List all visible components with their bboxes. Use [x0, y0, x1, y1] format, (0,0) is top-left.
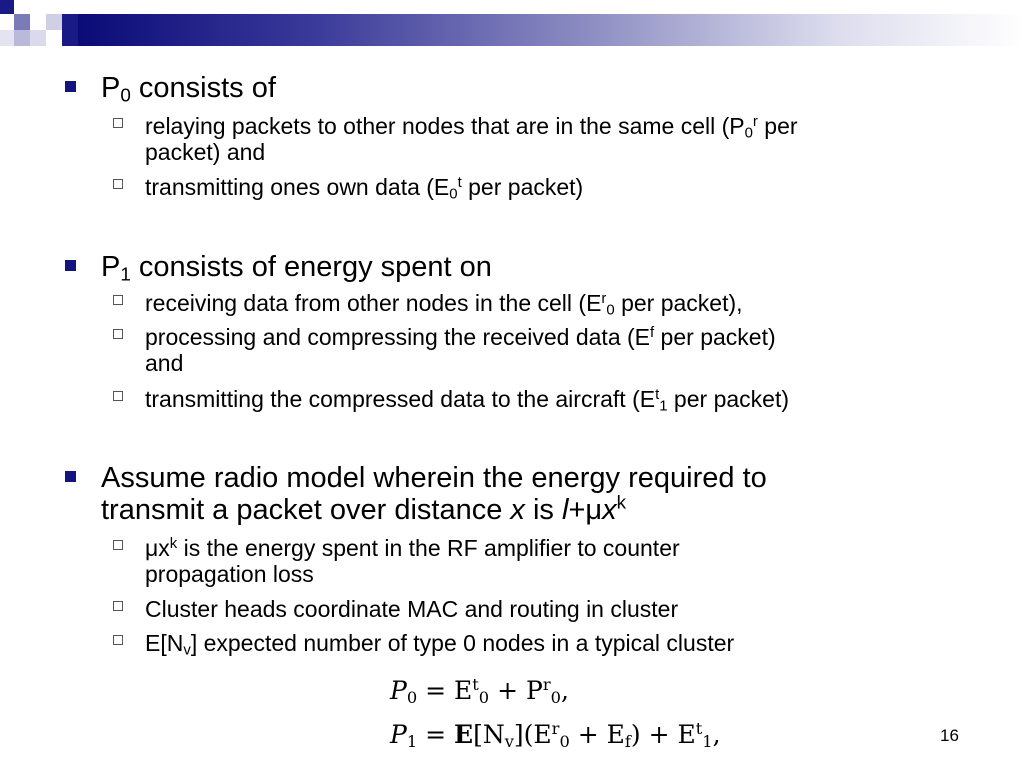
sub-bullet-text: is the energy spent in the RF amplifier to counter: [177, 535, 680, 561]
bullet-text: P: [101, 251, 121, 283]
math-expectation: E: [454, 720, 474, 749]
math-text: =: [417, 720, 455, 749]
subscript: v: [504, 732, 514, 752]
equation-p1: [390, 720, 721, 750]
superscript: k: [616, 491, 627, 513]
math-text: [N: [473, 720, 505, 749]
sub-bullet-text: Cluster heads coordinate MAC and routing in cluster: [145, 596, 679, 622]
bullet-text: P: [101, 72, 121, 104]
sub-bullet-text: per: [757, 113, 798, 139]
bullet-p0: [101, 72, 276, 104]
sub-bullet-text: per packet): [461, 174, 584, 200]
subscript: 0: [120, 84, 131, 106]
sub-bullet-text: receiving data from other nodes in the cell (E: [145, 290, 602, 316]
bullet-p1: [101, 251, 492, 283]
math-variable: P: [390, 720, 407, 749]
math-variable: P: [390, 676, 407, 705]
bullet-text: Assume radio model wherein the energy required to: [101, 462, 767, 494]
math-text: ,: [560, 676, 569, 705]
bullet-radio-model: [101, 462, 767, 526]
sub-bullet-text: E[N: [145, 630, 184, 656]
superscript: r: [752, 112, 758, 130]
superscript: k: [169, 534, 178, 552]
sub-bullet: [145, 289, 743, 319]
sub-bullet-text: and: [145, 350, 184, 376]
math-text: + P: [489, 676, 543, 705]
math-text: + E: [569, 720, 625, 749]
bullet-text: consists of: [130, 72, 276, 104]
hollow-square-bullet-icon: [113, 179, 123, 189]
sub-bullet-text: processing and compressing the received data (E: [145, 324, 651, 350]
sub-bullet-text: per packet): [667, 386, 789, 412]
sub-bullet: [145, 596, 678, 622]
hollow-square-bullet-icon: [113, 329, 123, 339]
bullet-text: consists of energy spent on: [130, 251, 492, 283]
math-text: = E: [417, 676, 473, 705]
subscript: 1: [659, 397, 668, 415]
sub-bullet: [145, 535, 680, 587]
hollow-square-bullet-icon: [113, 601, 123, 611]
square-bullet-icon: [65, 471, 76, 482]
math-variable: l: [561, 494, 569, 526]
sub-bullet-text: per packet): [654, 324, 776, 350]
bullet-text: transmit a packet over distance: [101, 494, 511, 526]
subscript: 0: [744, 124, 753, 142]
hollow-square-bullet-icon: [113, 540, 123, 550]
subscript: f: [624, 732, 631, 752]
subscript: 0: [478, 688, 490, 708]
hollow-square-bullet-icon: [113, 635, 123, 645]
sub-bullet: [145, 630, 735, 659]
superscript: t: [472, 675, 479, 695]
hollow-square-bullet-icon: [113, 118, 123, 128]
superscript: r: [551, 719, 560, 739]
sub-bullet-text: transmitting the compressed data to the aircraft (E: [145, 386, 656, 412]
subscript: 0: [606, 301, 615, 319]
sub-bullet-text: per packet),: [614, 290, 743, 316]
superscript: r: [601, 289, 607, 307]
sub-bullet-text: propagation loss: [145, 561, 314, 587]
sub-bullet: [145, 173, 584, 203]
math-variable: x: [602, 494, 617, 526]
equation-p0: [390, 676, 569, 706]
math-text: ](E: [513, 720, 552, 749]
superscript: t: [655, 385, 660, 403]
sub-bullet: [145, 385, 789, 415]
page-number: 16: [940, 726, 959, 745]
sub-bullet-text: ] expected number of type 0 nodes in a typical cluster: [190, 630, 735, 656]
subscript: 0: [406, 688, 418, 708]
hollow-square-bullet-icon: [113, 295, 123, 305]
sub-bullet-text: μx: [145, 535, 170, 561]
subscript: 0: [449, 185, 458, 203]
math-text: ) + E: [630, 720, 696, 749]
superscript: f: [650, 323, 655, 341]
bullet-text: +μ: [568, 494, 603, 526]
bullet-text: is: [524, 494, 562, 526]
subscript: 1: [120, 263, 131, 285]
subscript: 1: [702, 732, 713, 752]
superscript: t: [457, 173, 462, 191]
subscript: 0: [559, 732, 570, 752]
square-bullet-icon: [65, 260, 76, 271]
math-text: ,: [712, 720, 721, 749]
square-bullet-icon: [65, 81, 76, 92]
subscript: v: [183, 641, 191, 659]
sub-bullet: [145, 113, 798, 165]
subscript: 1: [406, 732, 418, 752]
sub-bullet: [145, 324, 776, 376]
sub-bullet-text: packet) and: [145, 139, 266, 165]
sub-bullet-text: transmitting ones own data (E: [145, 174, 450, 200]
hollow-square-bullet-icon: [113, 391, 123, 401]
superscript: r: [542, 675, 551, 695]
subscript: 0: [550, 688, 561, 708]
sub-bullet-text: relaying packets to other nodes that are in the same cell (P: [145, 113, 745, 139]
superscript: t: [695, 719, 703, 739]
math-variable: x: [510, 494, 525, 526]
